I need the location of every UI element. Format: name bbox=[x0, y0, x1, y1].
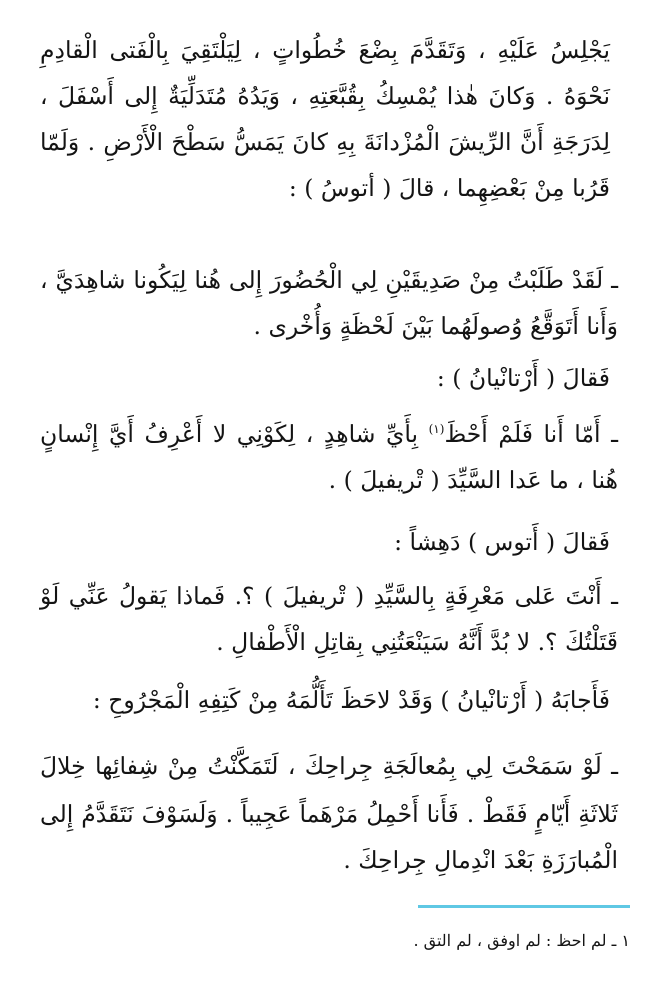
text-line: وَأَنا أَتَوَقَّعُ وُصولَهُما بَيْنَ لَحْظَةٍ وَأُخْرى . bbox=[253, 312, 618, 340]
footnote-reference: (١) bbox=[428, 422, 445, 437]
text-line: هُنا ، ما عَدا السَّيِّدَ ( تْريفيلَ ) . bbox=[328, 466, 618, 494]
text-line bbox=[40, 414, 618, 454]
text-segment: بِأَيِّ شاهِدٍ ، لِكَوْنِي لا أَعْرِفُ أَيَّ إِنْسانٍ bbox=[40, 420, 429, 448]
text-line: قَرُبا مِنْ بَعْضِهِما ، قالَ ( أتوسُ ) : bbox=[288, 174, 610, 202]
footnote-number: ١ bbox=[621, 931, 630, 950]
text-line: ـ لَقَدْ طَلَبْتُ مِنْ صَدِيقَيْنِ لِي الْحُضُورَ إِلى هُنا لِيَكُونا شاهِدَيَّ ، bbox=[40, 266, 618, 294]
speaker-line: فَقالَ ( أَتوس ) دَهِشاً : bbox=[394, 528, 610, 556]
text-line: قَتَلْتُكَ ؟. لا بُدَّ أَنَّهُ سَيَنْعَتُنِي بِقاتِلِ الْأَطْفالِ . bbox=[216, 628, 618, 656]
text-line: لِدَرَجَةِ أَنَّ الرِّيشَ الْمُزْدانَةَ بِهِ كانَ يَمَسُّ سَطْحَ الْأَرْضِ . وَلَمّا bbox=[40, 128, 610, 156]
footnote bbox=[340, 928, 630, 954]
speaker-line: فَقالَ ( أَرْتانْيانُ ) : bbox=[436, 364, 610, 392]
text-line: ـ لَوْ سَمَحْتَ لِي بِمُعالَجَةِ جِراحِكَ ، لَتَمَكَّنْتُ مِنْ شِفائِها خِلالَ bbox=[40, 752, 618, 780]
footnote-text: لم احظ : لم اوفق ، لم التق . bbox=[413, 931, 607, 950]
speaker-line: فَأَجابَهُ ( أَرْتانْيانُ ) وَقَدْ لاحَظَ تَأَلُّمَهُ مِنْ كَتِفِهِ الْمَجْرُوحِ : bbox=[92, 686, 610, 714]
text-line: ثَلاثَةِ أَيّامٍ فَقَطْ . فَأَنا أَحْمِلُ مَرْهَماً عَجِيباً . وَلَسَوْفَ نَتَقَدَّمُ إِلى bbox=[40, 800, 618, 828]
text-segment: ـ أَمّا أَنا فَلَمْ أَحْظَ bbox=[444, 420, 618, 448]
text-line: الْمُبارَزَةِ بَعْدَ انْدِمالِ جِراحِكَ . bbox=[343, 846, 618, 874]
text-line: نَحْوَهُ . وَكانَ هٰذا يُمْسِكُ بِقُبَّعَتِهِ ، وَيَدُهُ مُتَدَلِّيَةٌ إِلى أَسْفَلَ ، bbox=[40, 82, 610, 110]
footnote-separator: ـ bbox=[611, 931, 617, 950]
text-line: يَجْلِسُ عَلَيْهِ ، وَتَقَدَّمَ بِضْعَ خُطُواتٍ ، لِيَلْتَقِيَ بِالْفَتى الْقادِمِ bbox=[40, 36, 610, 64]
text-line: ـ أَنْتَ عَلى مَعْرِفَةٍ بِالسَّيِّدِ ( تْريفيلَ ) ؟. فَماذا يَقولُ عَنِّي لَوْ bbox=[40, 582, 618, 610]
footnote-divider bbox=[418, 905, 630, 908]
